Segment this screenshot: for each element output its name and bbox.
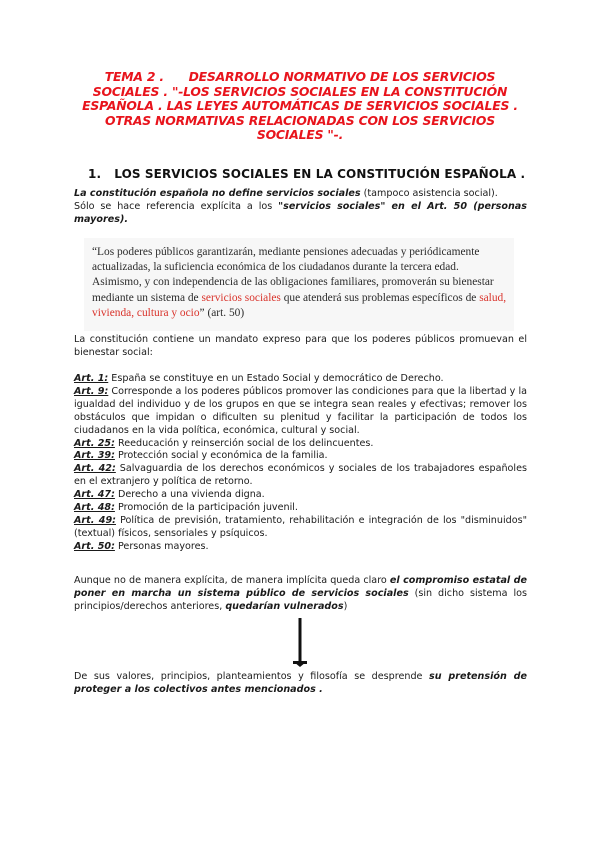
title-line: ESPAÑOLA . LAS LEYES AUTOMÁTICAS DE SERVICIOS SOCIALES . (82, 98, 518, 114)
implicit-bold: el compromiso estatal de poner en marcha un sistema público de servicios sociales (74, 575, 527, 599)
title-line: SOCIALES . "-LOS SERVICIOS SOCIALES EN LA CONSTITUCIÓN (92, 83, 508, 99)
down-arrow-icon (290, 618, 310, 668)
article-text: Política de previsión, tratamiento, rehabilitación e integración de los "disminuidos" (textual) físicos, sensoriales y psíquicos. (74, 514, 527, 539)
list-item (74, 386, 527, 438)
article-label: Art. 1: (74, 373, 109, 384)
article-label: Art. 25: (74, 437, 115, 449)
article-label: Art. 48: (74, 502, 115, 514)
section-heading-text: LOS SERVICIOS SOCIALES EN LA CONSTITUCIÓN ESPAÑOLA . (114, 167, 526, 181)
list-item (74, 541, 527, 554)
section-number: 1. (88, 167, 102, 181)
quote-text: que atenderá sus problemas específicos de (280, 291, 480, 304)
list-item (74, 489, 527, 502)
article-label: Art. 49: (74, 514, 116, 526)
mandate-paragraph: La constitución contiene un mandato expreso para que los poderes públicos promuevan el bienestar social: (74, 334, 527, 358)
intro-rest: (tampoco asistencia social). (360, 188, 498, 199)
implicit-text: Aunque no de manera explícita, de manera implícita queda claro (74, 575, 390, 586)
article-label: Art. 42: (74, 463, 116, 475)
quote-highlight: salud, vivienda, cultura y ocio (92, 291, 507, 319)
intro-bold: La constitución española no define servicios sociales (74, 188, 361, 199)
list-item (74, 463, 527, 489)
implicit-bold: quedarían vulnerados (225, 600, 344, 612)
article-label: Art. 47: (74, 489, 115, 501)
title-line: TEMA 2 . DESARROLLO NORMATIVO DE LOS SERVICIOS (104, 69, 496, 84)
article-text: Salvaguardia de los derechos económicos y sociales de los trabajadores españoles en el extranjero y política de retorno. (74, 463, 527, 488)
article-text: Reeducación y reinserción social de los delincuentes. (114, 437, 374, 449)
conclusion-bold: su pretensión de proteger a los colectivos antes mencionados (74, 671, 527, 695)
article-text: España se constituye en un Estado Social y democrático de Derecho. (108, 373, 444, 384)
implicit-text: (sin dicho sistema los principios/derechos anteriores, (74, 587, 527, 612)
article-text: Personas mayores. (114, 540, 209, 552)
list-item (74, 373, 527, 386)
intro-line2-bold: "servicios sociales" en el Art. 50 (personas mayores). (74, 200, 527, 225)
article-label: Art. 39: (74, 450, 115, 462)
title-line: OTRAS NORMATIVAS RELACIONADAS CON LOS SERVICIOS (104, 112, 495, 128)
quote-highlight: servicios sociales (201, 291, 281, 304)
intro-line2: Sólo se hace referencia explícita a los (74, 200, 279, 212)
list-item (74, 515, 527, 541)
article-text: Promoción de la participación juvenil. (114, 502, 298, 514)
article-text: Derecho a una vivienda digna. (114, 489, 265, 501)
list-item (74, 438, 527, 451)
article-text: Corresponde a los poderes públicos promover las condiciones para que la libertad y la igualdad del individuo y de los grupos en que se integra sean reales y efectivas; remover los obstáculos que impidan o dificulten su plenitud y facilitar la participación de todos los ciudadanos en la vida política, económica, cultural y social. (74, 385, 527, 436)
article-label: Art. 9: (74, 385, 109, 397)
list-item (74, 502, 527, 515)
articles-list (74, 373, 527, 554)
list-item (74, 450, 527, 463)
intro-paragraph (74, 188, 527, 226)
document-title (70, 70, 530, 143)
section-heading (88, 167, 525, 181)
article-text: Protección social y económica de la familia. (114, 450, 328, 462)
quote-text: “Los poderes públicos garantizarán, mediante pensiones adecuadas y periódicamente actualizadas, la suficiencia económica de los ciudadanos durante la tercera edad. Asimismo, y con independencia de las obligaciones familiares, promoverán su bienestar mediante un sistema de (92, 246, 494, 304)
conclusion-text: De sus valores, principios, planteamientos y filosofía se desprende (74, 671, 429, 682)
conclusion-text: . (315, 683, 323, 695)
constitution-quote (92, 245, 507, 321)
article-label: Art. 50: (74, 540, 115, 552)
implicit-paragraph (74, 575, 527, 613)
conclusion-paragraph (74, 671, 527, 697)
quote-text: ” (art. 50) (199, 306, 245, 319)
implicit-text: ) (343, 600, 348, 612)
title-line: SOCIALES "-. (256, 127, 344, 143)
